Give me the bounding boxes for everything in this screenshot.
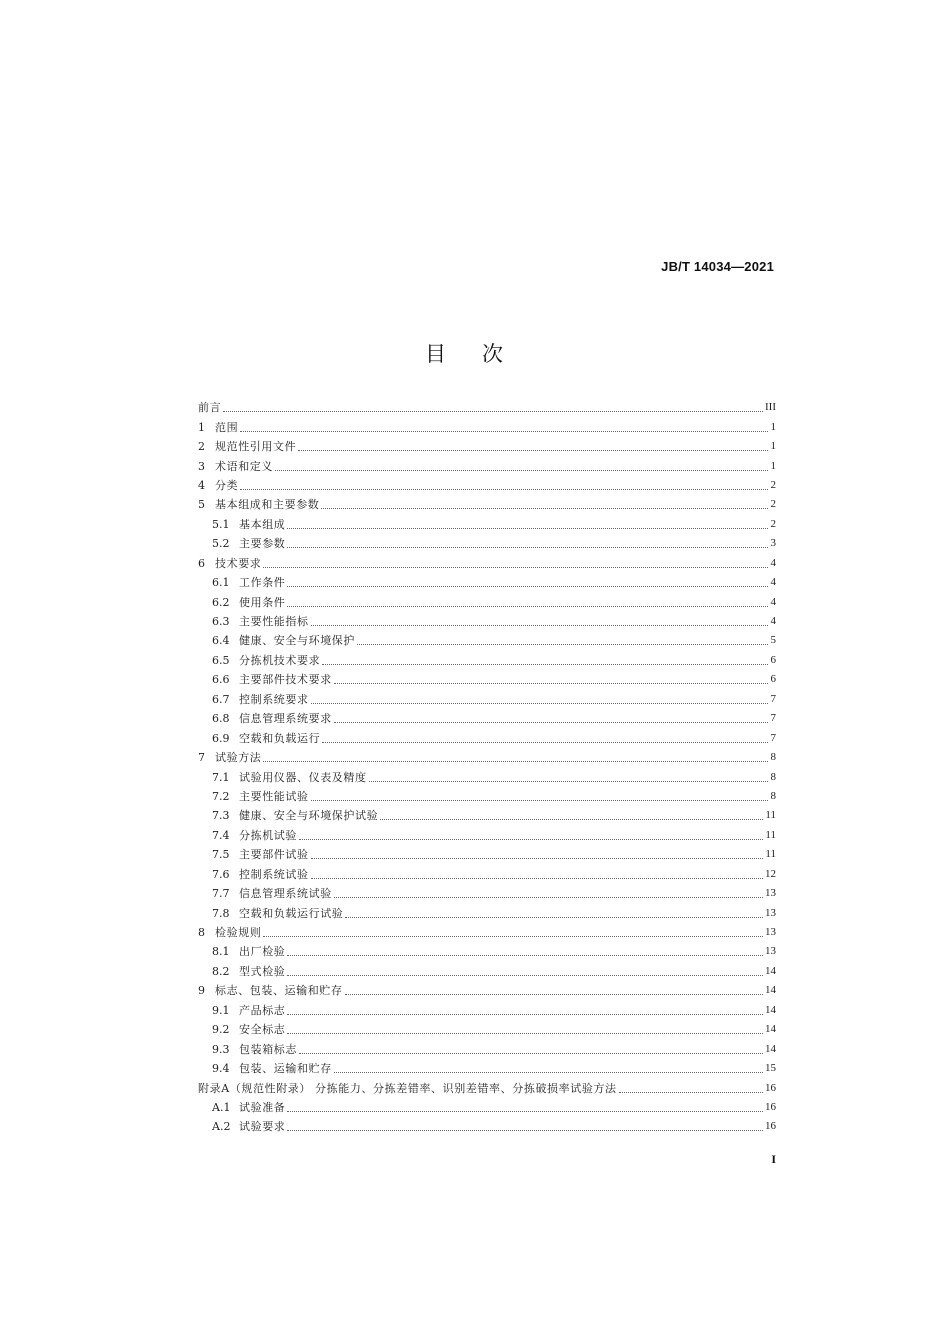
toc-entry-number: 7	[198, 751, 205, 765]
dot-leader	[619, 1092, 763, 1093]
dot-leader	[345, 917, 763, 918]
toc-entry-label: 健康、安全与环境保护试验	[239, 809, 379, 823]
toc-entry[interactable]	[198, 826, 776, 845]
toc-entry-page: 1	[770, 440, 776, 453]
dot-leader	[240, 489, 768, 490]
toc-entry[interactable]	[198, 1117, 776, 1136]
toc-entry-label: 信息管理系统试验	[239, 887, 332, 901]
dot-leader	[240, 431, 768, 432]
toc-entry[interactable]	[198, 612, 776, 631]
toc-entry-page: 14	[765, 984, 776, 997]
dot-leader	[321, 508, 768, 509]
dot-leader	[357, 644, 768, 645]
toc-entry-label: 试验要求	[239, 1120, 286, 1134]
toc-entry-page: 14	[765, 1042, 776, 1055]
toc-entry[interactable]	[198, 962, 776, 981]
toc-entry[interactable]	[198, 554, 776, 573]
toc-entry-page: 16	[765, 1120, 776, 1133]
toc-entry-page: III	[765, 401, 776, 414]
toc-entry[interactable]	[198, 476, 776, 495]
toc-entry[interactable]	[198, 1078, 776, 1097]
toc-entry-label: 包装、运输和贮存	[239, 1062, 332, 1076]
toc-entry-number: 7.5	[212, 848, 230, 862]
toc-entry-number: 3	[198, 459, 205, 473]
toc-entry[interactable]	[198, 942, 776, 961]
toc-entry[interactable]	[198, 417, 776, 436]
toc-entry-page: 13	[765, 887, 776, 900]
dot-leader	[287, 975, 763, 976]
dot-leader	[287, 547, 768, 548]
dot-leader	[369, 781, 768, 782]
toc-entry[interactable]	[198, 767, 776, 786]
dot-leader	[298, 450, 768, 451]
dot-leader	[322, 742, 768, 743]
toc-entry-label: 控制系统要求	[239, 692, 309, 706]
dot-leader	[263, 567, 768, 568]
dot-leader	[223, 411, 763, 412]
dot-leader	[287, 1033, 763, 1034]
toc-entry-label: 试验用仪器、仪表及精度	[239, 770, 367, 784]
toc-entry-page: 4	[770, 556, 776, 569]
toc-entry-page: 7	[770, 731, 776, 744]
toc-entry-page: 14	[765, 1023, 776, 1036]
toc-entry-page: 16	[765, 1081, 776, 1094]
toc-entry-number: 8.1	[212, 945, 230, 959]
toc-entry-label: 健康、安全与环境保护	[239, 634, 355, 648]
dot-leader	[287, 1014, 763, 1015]
toc-entry-page: 1	[770, 420, 776, 433]
toc-entry-page: 6	[770, 673, 776, 686]
toc-title: 目次	[425, 342, 539, 366]
toc-entry-page: 4	[770, 615, 776, 628]
toc-entry-page: 16	[765, 1100, 776, 1113]
dot-leader	[311, 800, 768, 801]
toc-entry-label: 技术要求	[215, 556, 262, 570]
toc-entry[interactable]	[198, 845, 776, 864]
toc-entry-number: 7.1	[212, 770, 230, 784]
toc-entry-number: 8.2	[212, 964, 230, 978]
page-number: I	[771, 1152, 776, 1166]
toc-entry[interactable]	[198, 1001, 776, 1020]
toc-entry-label: 范围	[215, 420, 239, 434]
toc-entry[interactable]	[198, 534, 776, 553]
toc-entry-label: 分拣机技术要求	[239, 653, 321, 667]
toc-entry-label: 附录A（规范性附录） 分拣能力、分拣差错率、识别差错率、分拣破损率试验方法	[198, 1081, 617, 1095]
dot-leader	[287, 1130, 763, 1131]
toc-entry-label: 空载和负载运行试验	[239, 906, 344, 920]
toc-entry-label: 分类	[215, 478, 239, 492]
dot-leader	[287, 528, 768, 529]
toc-entry-page: 4	[770, 595, 776, 608]
toc-entry[interactable]	[198, 981, 776, 1000]
toc-entry-label: 型式检验	[239, 964, 286, 978]
toc-entry-page: 7	[770, 692, 776, 705]
toc-entry-page: 8	[770, 789, 776, 802]
dot-leader	[287, 1111, 763, 1112]
toc-entry-label: 术语和定义	[215, 459, 273, 473]
toc-entry-number: 6.9	[212, 731, 230, 745]
dot-leader	[275, 470, 768, 471]
document-code: JB/T 14034—2021	[661, 259, 774, 274]
toc-entry[interactable]	[198, 1059, 776, 1078]
toc-entry-number: 6.1	[212, 576, 230, 590]
dot-leader	[287, 586, 768, 587]
toc-entry-number: A.1	[212, 1100, 231, 1114]
toc-entry-label: 规范性引用文件	[215, 440, 297, 454]
toc-entry-label: 安全标志	[239, 1023, 286, 1037]
toc-entry-page: 8	[770, 770, 776, 783]
toc-entry-label: 试验方法	[215, 751, 262, 765]
toc-entry-label: 主要部件技术要求	[239, 673, 332, 687]
toc-entry-page: 11	[765, 809, 776, 822]
toc-entry-page: 14	[765, 964, 776, 977]
toc-entry-number: 6.2	[212, 595, 230, 609]
toc-entry[interactable]	[198, 728, 776, 747]
dot-leader	[287, 606, 768, 607]
toc-entry-number: 9.2	[212, 1023, 230, 1037]
toc-entry-page: 2	[770, 498, 776, 511]
toc-entry-page: 15	[765, 1062, 776, 1075]
toc-entry-page: 13	[765, 926, 776, 939]
toc-entry-number: 6.6	[212, 673, 230, 687]
toc-entry[interactable]	[198, 787, 776, 806]
toc-entry-page: 7	[770, 712, 776, 725]
toc-entry-label: 检验规则	[215, 926, 262, 940]
toc-entry-number: 6.3	[212, 615, 230, 629]
dot-leader	[345, 994, 763, 995]
toc-entry-label: 试验准备	[239, 1100, 286, 1114]
toc-entry-number: 9.1	[212, 1003, 230, 1017]
toc-entry-number: 8	[198, 926, 205, 940]
toc-entry-page: 2	[770, 517, 776, 530]
toc-entry[interactable]	[198, 1020, 776, 1039]
toc-entry-number: 9.3	[212, 1042, 230, 1056]
toc-entry-label: 产品标志	[239, 1003, 286, 1017]
dot-leader	[334, 722, 768, 723]
toc-entry-label: 出厂检验	[239, 945, 286, 959]
toc-entry-number: 5.1	[212, 517, 230, 531]
dot-leader	[263, 936, 763, 937]
toc-entry-label: 使用条件	[239, 595, 286, 609]
toc-entry[interactable]	[198, 923, 776, 942]
toc-entry-label: 控制系统试验	[239, 867, 309, 881]
toc-entry-number: 2	[198, 440, 205, 454]
toc-entry-label: 基本组成	[239, 517, 286, 531]
toc-entry[interactable]	[198, 884, 776, 903]
toc-entry-label: 分拣机试验	[239, 828, 297, 842]
dot-leader	[311, 858, 764, 859]
toc-entry[interactable]	[198, 651, 776, 670]
toc-entry[interactable]	[198, 748, 776, 767]
toc-entry-number: 7.2	[212, 789, 230, 803]
toc-entry-page: 6	[770, 653, 776, 666]
dot-leader	[322, 664, 768, 665]
toc-entry-label: 前言	[198, 401, 222, 415]
toc-entry-number: 7.4	[212, 828, 230, 842]
toc-entry-number: 7.3	[212, 809, 230, 823]
toc-entry-page: 1	[770, 459, 776, 472]
toc-entry-number: 4	[198, 478, 205, 492]
toc-entry-page: 13	[765, 945, 776, 958]
toc-entry-page: 5	[770, 634, 776, 647]
toc-entry-page: 3	[770, 537, 776, 550]
dot-leader	[334, 683, 768, 684]
table-of-contents	[198, 398, 776, 1137]
toc-entry-number: 7.7	[212, 887, 230, 901]
toc-entry-label: 包装箱标志	[239, 1042, 297, 1056]
dot-leader	[334, 1072, 763, 1073]
toc-entry-label: 主要性能指标	[239, 615, 309, 629]
toc-entry-page: 12	[765, 867, 776, 880]
dot-leader	[287, 955, 763, 956]
toc-entry-number: 9.4	[212, 1062, 230, 1076]
toc-entry-number: 5.2	[212, 537, 230, 551]
toc-entry[interactable]	[198, 709, 776, 728]
toc-entry[interactable]	[198, 631, 776, 650]
toc-entry[interactable]	[198, 1039, 776, 1058]
toc-entry-label: 主要部件试验	[239, 848, 309, 862]
toc-entry-number: 7.6	[212, 867, 230, 881]
toc-entry-number: 1	[198, 420, 205, 434]
toc-entry[interactable]	[198, 515, 776, 534]
toc-entry-label: 标志、包装、运输和贮存	[215, 984, 343, 998]
toc-entry-page: 13	[765, 906, 776, 919]
toc-entry-number: A.2	[212, 1120, 231, 1134]
toc-entry[interactable]	[198, 690, 776, 709]
toc-entry-number: 6.4	[212, 634, 230, 648]
toc-entry-number: 5	[198, 498, 205, 512]
toc-entry[interactable]	[198, 398, 776, 417]
toc-entry-number: 6	[198, 556, 205, 570]
toc-entry[interactable]	[198, 437, 776, 456]
toc-entry-page: 8	[770, 751, 776, 764]
toc-entry-number: 6.5	[212, 653, 230, 667]
toc-entry[interactable]	[198, 865, 776, 884]
dot-leader	[263, 761, 768, 762]
dot-leader	[311, 878, 763, 879]
toc-entry[interactable]	[198, 903, 776, 922]
dot-leader	[299, 839, 763, 840]
toc-entry-number: 9	[198, 984, 205, 998]
toc-entry[interactable]	[198, 806, 776, 825]
toc-entry-page: 11	[765, 848, 776, 861]
toc-entry-page: 11	[765, 828, 776, 841]
toc-entry[interactable]	[198, 1098, 776, 1117]
toc-entry-label: 主要性能试验	[239, 789, 309, 803]
toc-entry-page: 4	[770, 576, 776, 589]
dot-leader	[311, 625, 768, 626]
dot-leader	[311, 703, 768, 704]
toc-entry[interactable]	[198, 670, 776, 689]
toc-entry[interactable]	[198, 573, 776, 592]
toc-entry[interactable]	[198, 592, 776, 611]
toc-entry-number: 6.8	[212, 712, 230, 726]
dot-leader	[380, 819, 763, 820]
toc-entry[interactable]	[198, 456, 776, 475]
toc-entry-label: 基本组成和主要参数	[215, 498, 320, 512]
toc-entry[interactable]	[198, 495, 776, 514]
toc-entry-page: 14	[765, 1003, 776, 1016]
toc-entry-label: 主要参数	[239, 537, 286, 551]
toc-entry-page: 2	[770, 478, 776, 491]
toc-entry-label: 工作条件	[239, 576, 286, 590]
dot-leader	[334, 897, 763, 898]
toc-entry-label: 空载和负载运行	[239, 731, 321, 745]
toc-entry-number: 7.8	[212, 906, 230, 920]
toc-entry-label: 信息管理系统要求	[239, 712, 332, 726]
dot-leader	[299, 1053, 763, 1054]
toc-entry-number: 6.7	[212, 692, 230, 706]
